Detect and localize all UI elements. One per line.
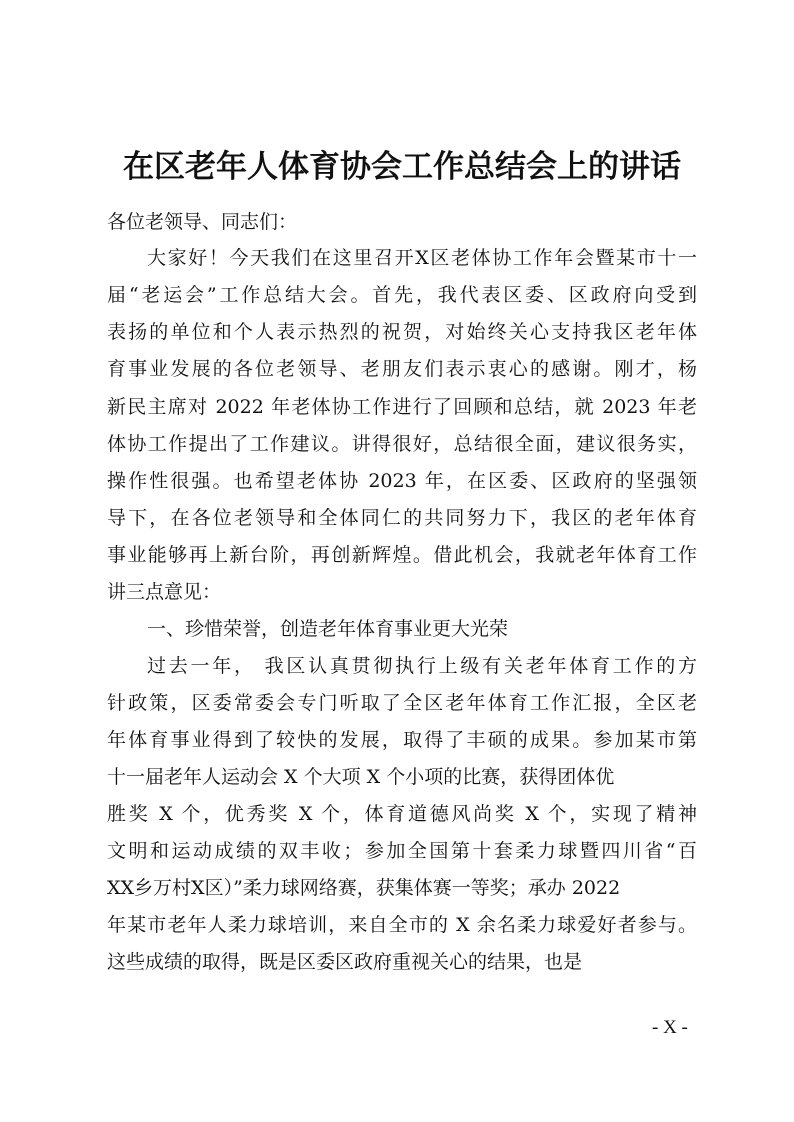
body-line: 表扬的单位和个人表示热烈的祝贺，对始终关心支持我区老年体 — [107, 321, 697, 343]
body-line: 届“老运会”工作总结大会。首先，我代表区委、区政府向受到 — [107, 284, 697, 306]
body-line: 针政策，区委常委会专门听取了全区老年体育工作汇报，全区老 — [107, 692, 697, 714]
speech-title: 在区老年人体育协会工作总结会上的讲话 — [123, 148, 681, 185]
body-line: XX乡万村X区）”柔力球网络赛，获集体赛一等奖；承办 2022 — [107, 877, 621, 899]
section-heading: 一、珍惜荣誉，创造老年体育事业更大光荣 — [147, 618, 509, 640]
body-line: 过去一年， 我区认真贯彻执行上级有关老年体育工作的方 — [147, 655, 697, 677]
body-line: 体协工作提出了工作建议。讲得很好，总结很全面，建议很务实， — [107, 433, 697, 455]
body-line: 这些成绩的取得，既是区委区政府重视关心的结果，也是 — [107, 951, 583, 973]
body-line: 操作性很强。也希望老体协 2023 年，在区委、区政府的坚强领 — [107, 470, 697, 492]
body-line: 年某市老年人柔力球培训，来自全市的 X 余名柔力球爱好者参与。 — [107, 914, 697, 936]
body-line: 文明和运动成绩的双丰收；参加全国第十套柔力球暨四川省“百 — [107, 840, 697, 862]
body-line: 大家好！今天我们在这里召开X区老体协工作年会暨某市十一 — [147, 247, 697, 269]
body-line: 新民主席对 2022 年老体协工作进行了回顾和总结，就 2023 年老 — [107, 396, 697, 418]
body-line: 事业能够再上新台阶，再创新辉煌。借此机会，我就老年体育工作 — [107, 544, 697, 566]
body-line: 育事业发展的各位老领导、老朋友们表示衷心的感谢。刚才，杨 — [107, 358, 697, 380]
body-line: 十一届老年人运动会 X 个大项 X 个小项的比赛，获得团体优 — [107, 766, 615, 788]
page-number: - X - — [652, 1017, 688, 1038]
body-line: 胜奖 X 个，优秀奖 X 个，体育道德风尚奖 X 个，实现了精神 — [107, 803, 697, 825]
body-line: 讲三点意见： — [107, 581, 222, 603]
body-line: 导下，在各位老领导和全体同仁的共同努力下，我区的老年体育 — [107, 507, 697, 529]
body-line: 年体育事业得到了较快的发展，取得了丰硕的成果。参加某市第 — [107, 729, 697, 751]
salutation: 各位老领导、同志们： — [107, 211, 298, 233]
